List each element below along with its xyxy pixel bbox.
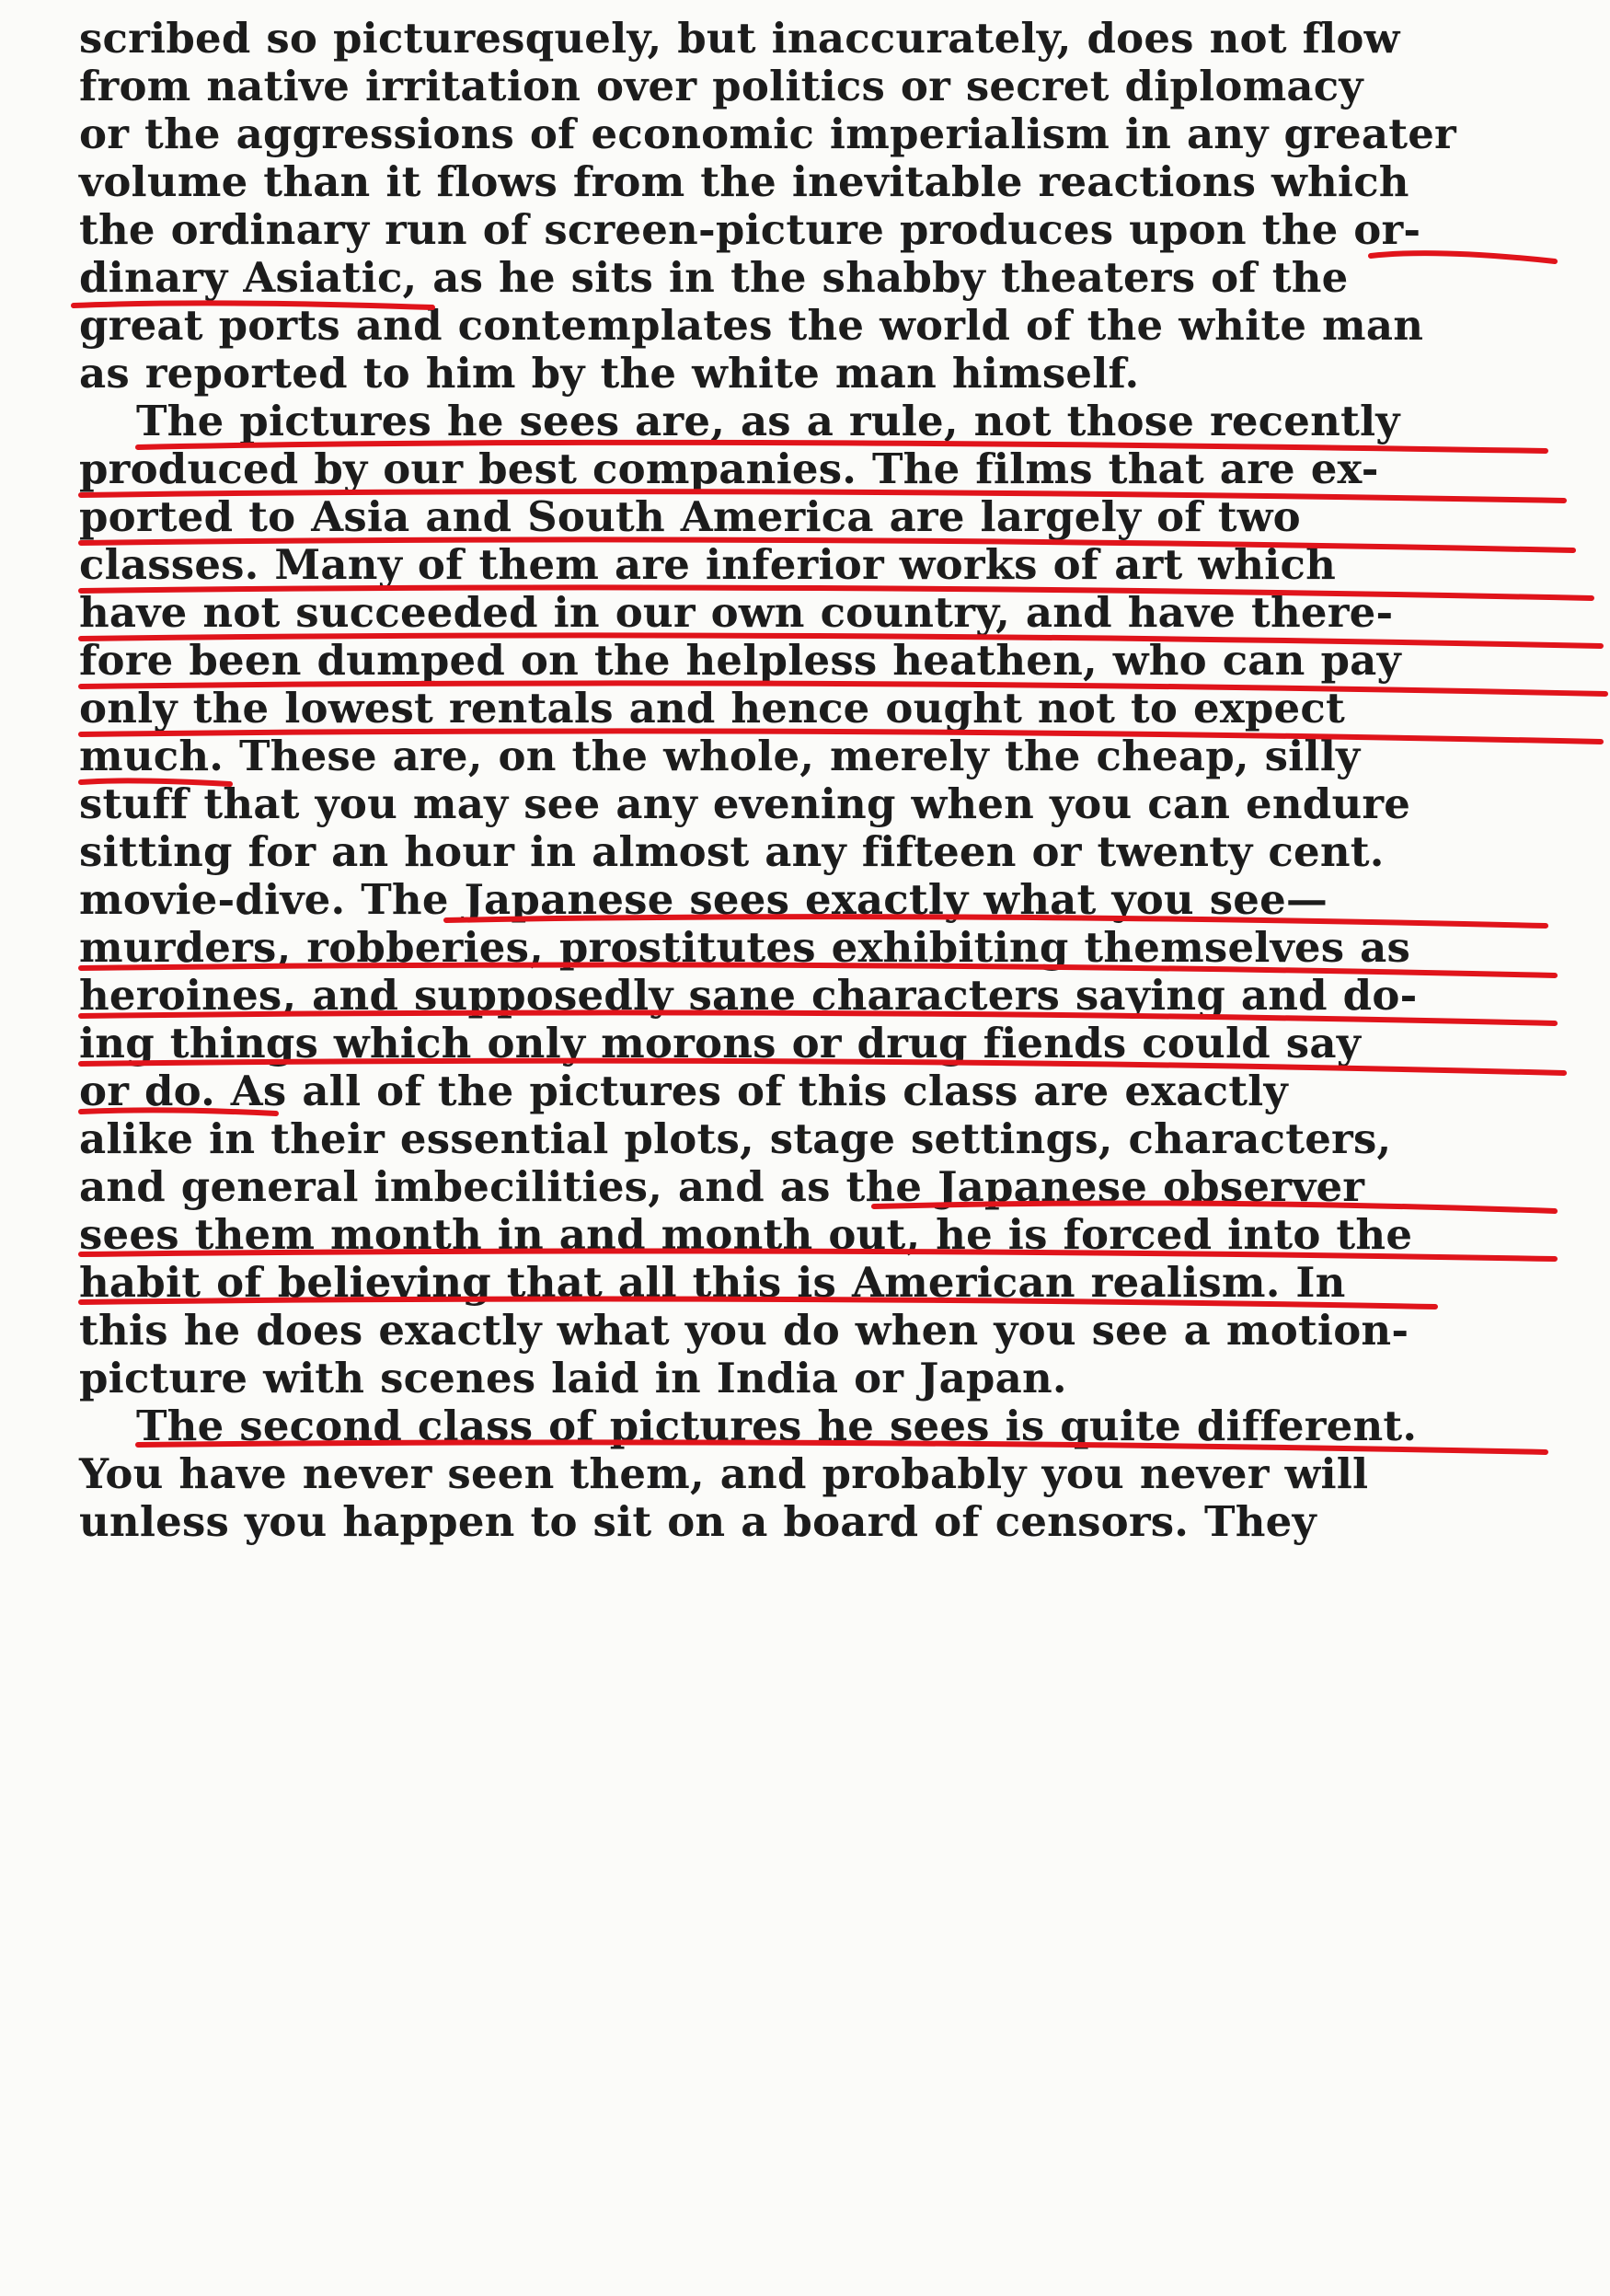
text-line: and general imbecilities, and as the Japanese observer bbox=[79, 1162, 1365, 1211]
text-line: heroines, and supposedly sane characters saying and do- bbox=[79, 971, 1418, 1020]
text-line: or the aggressions of economic imperialism in any greater bbox=[79, 110, 1456, 158]
text-line: unless you happen to sit on a board of censors. They bbox=[79, 1497, 1317, 1546]
text-line: sees them month in and month out, he is forced into the bbox=[79, 1210, 1413, 1259]
text-line: only the lowest rentals and hence ought not to expect bbox=[79, 684, 1345, 733]
text-line: have not succeeded in our own country, and have there- bbox=[79, 588, 1394, 637]
text-line: or do. As all of the pictures of this class are exactly bbox=[79, 1067, 1288, 1115]
text-line: much. These are, on the whole, merely the cheap, silly bbox=[79, 732, 1361, 780]
text-line: from native irritation over politics or secret diplomacy bbox=[79, 62, 1363, 110]
text-line: sitting for an hour in almost any fifteen or twenty cent. bbox=[79, 827, 1385, 876]
text-line: volume than it flows from the inevitable reactions which bbox=[79, 157, 1409, 206]
text-line: murders, robberies, prostitutes exhibiting themselves as bbox=[79, 923, 1411, 972]
text-line: scribed so picturesquely, but inaccurately, does not flow bbox=[79, 14, 1400, 63]
text-line: ported to Asia and South America are largely of two bbox=[79, 492, 1301, 541]
text-line: great ports and contemplates the world of the white man bbox=[79, 301, 1424, 350]
paragraph-first-line: The pictures he sees are, as a rule, not those recently bbox=[136, 397, 1400, 445]
text-line: as reported to him by the white man himself. bbox=[79, 349, 1140, 398]
text-line: fore been dumped on the helpless heathen, who can pay bbox=[79, 636, 1401, 685]
text-line: habit of believing that all this is American realism. In bbox=[79, 1258, 1346, 1307]
text-line: classes. Many of them are inferior works of art which bbox=[79, 540, 1336, 589]
text-line: ing things which only morons or drug fiends could say bbox=[79, 1019, 1362, 1067]
text-line: picture with scenes laid in India or Japan. bbox=[79, 1354, 1067, 1402]
text-line: the ordinary run of screen-picture produces upon the or- bbox=[79, 205, 1421, 254]
text-line: produced by our best companies. The films that are ex- bbox=[79, 444, 1379, 493]
text-line: movie-dive. The Japanese sees exactly what you see— bbox=[79, 875, 1328, 924]
paragraph-first-line: The second class of pictures he sees is quite different. bbox=[136, 1402, 1418, 1450]
text-line: stuff that you may see any evening when you can endure bbox=[79, 779, 1411, 828]
text-line: this he does exactly what you do when you see a motion- bbox=[79, 1306, 1409, 1355]
text-line: alike in their essential plots, stage settings, characters, bbox=[79, 1114, 1392, 1163]
text-line: dinary Asiatic, as he sits in the shabby theaters of the bbox=[79, 253, 1349, 302]
text-line: You have never seen them, and probably you never will bbox=[79, 1449, 1369, 1498]
